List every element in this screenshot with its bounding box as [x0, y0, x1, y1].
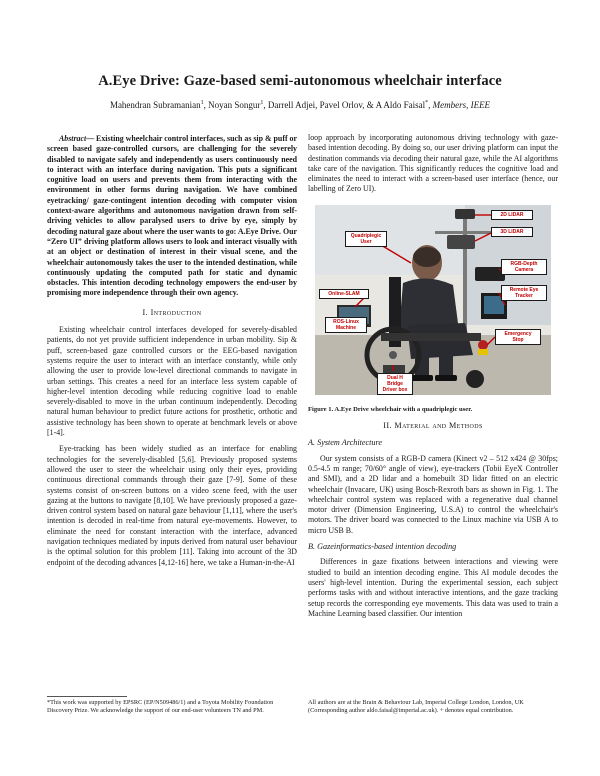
author-line [40, 100, 560, 110]
section-heading-introduction: I. Introduction [142, 307, 202, 317]
paper-title: A.Eye Drive: Gaze-based semi-autonomous wheelchair interface [98, 73, 502, 89]
intro-paragraph-1: Existing wheelchair control interfaces developed for severely-disabled patients, do not yet provide sufficient independence in urban mobility. Sip & puff, screen-based gaze controlled cursors or the EEG-based navigation systems require the user to interact with an interface constantly, while only allowing the user to provide low-level directional commands to navigate in urban settings. This creates a need for an interface less system capable of higher-level intention decoding while reducing cognitive load to enable severely-disabled to move in the urban continuum independently. Decoding natural human behaviour to predict future actions for prosthetic, orthotic and assistive technology has been shown to operate at benchmark levels or above [1-4]. [47, 325, 297, 438]
fig-label-emergency-stop: Emergency Stop [495, 329, 541, 345]
author-3-mark: * [425, 100, 429, 106]
fig-label-remote-eye-tracker: Remote Eye Tracker [501, 285, 547, 301]
author-2-mark: 1 [260, 100, 264, 106]
footnote-funding: *This work was supported by EPSRC (EP/N509486/1) and a Toyota Mobility Foundation Discovery Prize. We acknowledge the support of our end-user volunteers TN and PM. [47, 699, 274, 715]
abstract [47, 134, 297, 299]
intro-paragraph-2: Eye-tracking has been widely studied as an interface for enabling technologies for the severely-disabled [5,6]. Previously proposed systems allowed the user to steer the wheelchair using only their eyes, providing continuous directional commands through their gaze [7-9]. Some of these systems consist of on-screen buttons on a video scene feed, with the user gazing at the buttons to navigate [8,10]. We have previously proposed a gaze-driven control system based on natural gaze behaviour [1,11], where the user's intention is decoded in real-time from natural eye-movements. However, to eliminate the need for constant interaction with the interface, advanced navigation techniques mediated by inputs derived from natural user behaviour is the optimal solution for this problem [11]. Taking into account of the 3D endpoint of the decoding advances [4,12-16] here, we take a Human-in-the-AI [47, 444, 297, 567]
right-column [308, 133, 558, 619]
methods-paragraph-2: Differences in gaze fixations between interactions and viewing were studied to build an intention decoding engine. This AI module decodes the users' high-level intention. During the experimental session, each subject performs tasks with and without interactive intentions, and the gaze tracking setup records the corresponding eye movements. This data was used to train a Machine Learning based classifier. Our intention [308, 557, 558, 618]
abstract-text: — Existing wheelchair control interfaces, such as sip & puff or screen based gaze-controlled cursors, are challenging for the severely disabled to navigate safely and independently as users continuously need to interact with an interface during navigation. This puts a significant cognitive load on users and prevents them from interacting with the environment in other forms during navigation. We have combined eyetracking/ gaze-contingent intention decoding with computer vision context-aware algorithms and autonomous navigation drawn from self-driving vehicles to allow paralysed users to drive by eye, simply by decoding natural gaze about where the user wants to go: A.Eye Drive. Our “Zero UI” driving platform allows users to look and interact visually with at an object or destination of interest in their visual scene, and the wheelchair autonomously takes the user to the intended destination, while continuously updating the computed path for static and dynamic obstacles. This intention decoding technology empowers the end-user by promising more independence through their own agency. [47, 134, 298, 298]
fig-label-dual-h-bridge: Dual H Bridge Driver box [377, 373, 413, 395]
fig-label-3d-lidar: 3D LIDAR [491, 227, 533, 237]
fig-label-rgb-depth-camera: RGB-Depth Camera [501, 259, 547, 275]
fig-label-online-slam: Online-SLAM [319, 289, 369, 299]
author-2: Noyan Songur [208, 100, 261, 110]
figure-caption: Figure 1. A.Eye Drive wheelchair with a quadriplegic user. [308, 405, 473, 413]
author-1: Mahendran Subramanian [109, 100, 201, 110]
author-sep: , [203, 100, 209, 110]
author-rest: Darrell Adjei, Pavel Orlov, & A Aldo Faisal [267, 100, 426, 110]
author-sep: , [263, 100, 268, 110]
section-heading-methods: II. Material and Methods [383, 421, 483, 431]
subsection-heading-architecture: A. System Architecture [308, 438, 383, 448]
methods-paragraph-1: Our system consists of a RGB-D camera (Kinect v2 – 512 x424 @ 30fps; 0.5-4.5 m range; 70/60° angle of view), eye-trackers (Tobii EyeX Controller and SMI), and a 2D lidar and a homebuilt 3D lidar fitted on an electric wheelchair (Invacare, UK) using Bosch-Rexroth bars as shown in Fig. 1. The wheelchair control system was replaced with a regenerative dual channel motor driver (Dimension Engineering, U.S.A) to control the wheelchair's motors. The driver board was connected to the Linux machine via USB A to micro USB B. [308, 453, 558, 535]
footnote-rule [47, 696, 127, 697]
fig-label-ros-linux-machine: ROS-Linux Machine [325, 317, 367, 333]
right-paragraph-1: loop approach by incorporating autonomous driving technology with gaze-based intention decoding. By doing so, our user driving platform can input the destination commands via decoding their natural gaze, while the AI algorithms take care of the navigation. This significantly reduces the cognitive load and eliminates the need to interact with a screen-based user interface (hence, our labelling of Zero UI). [308, 133, 558, 194]
figure-1-wheelchair [315, 205, 551, 395]
left-column [47, 134, 297, 568]
subsection-heading-intention-decoding: B. Gazeinformatics-based intention decoding [308, 542, 457, 552]
author-1-mark: 1 [200, 100, 204, 106]
abstract-label: Abstract [59, 134, 87, 143]
fig-label-quadriplegic-user: Quadriplegic User [345, 231, 387, 247]
fig-label-2d-lidar: 2D LIDAR [491, 210, 533, 220]
author-sep: , [428, 100, 433, 110]
footnote-affiliation: All authors are at the Brain & Behaviour Lab, Imperial College London, London, UK (Corresponding author aldo.faisal@imperial.ac.uk). + denotes equal contribution. [308, 699, 524, 715]
author-suffix: Members, IEEE [432, 100, 491, 110]
